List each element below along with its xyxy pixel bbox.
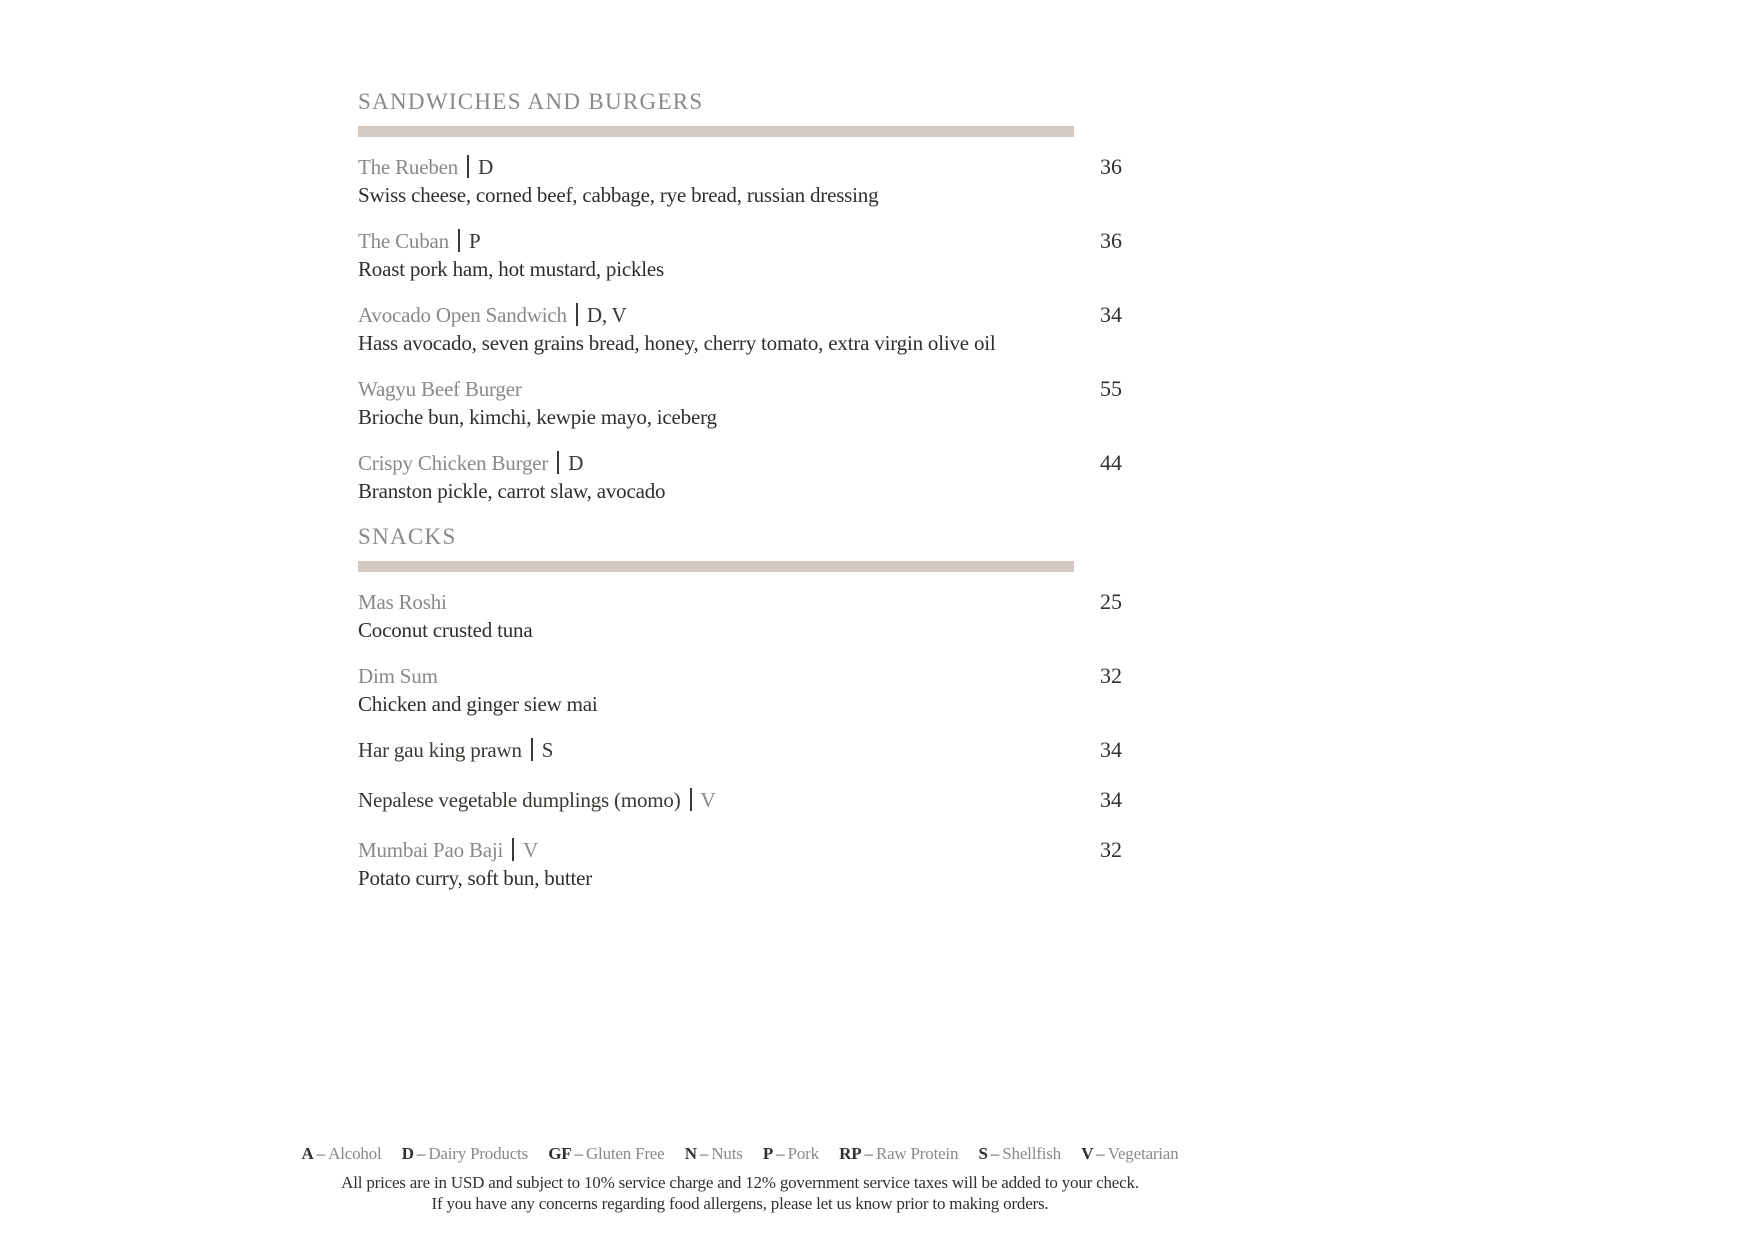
allergen-legend [158, 1143, 1322, 1165]
separator-bar [467, 155, 469, 178]
item-price: 25 [1100, 589, 1122, 614]
legend-label: Shellfish [1002, 1144, 1061, 1163]
item-allergen-codes: P [468, 229, 481, 253]
legend-dash: – [1096, 1144, 1105, 1163]
legend-label: Nuts [711, 1144, 743, 1163]
item-description: Swiss cheese, corned beef, cabbage, rye bread, russian dressing [358, 183, 879, 207]
item-name: Avocado Open Sandwich [358, 303, 567, 327]
item-main [358, 227, 1078, 283]
item-description: Potato curry, soft bun, butter [358, 866, 593, 890]
item-name: Wagyu Beef Burger [358, 377, 522, 401]
legend-code: V [1081, 1144, 1094, 1163]
section-title: SANDWICHES AND BURGERS [358, 89, 704, 114]
menu-item [358, 588, 1122, 644]
legend-entry [402, 1144, 528, 1163]
legend-code: N [684, 1144, 697, 1163]
item-name-line [358, 153, 1078, 181]
legend-dash: – [574, 1144, 583, 1163]
menu-item [358, 375, 1122, 431]
menu-item [358, 301, 1122, 357]
legend-code: RP [839, 1144, 862, 1163]
legend-entry [1081, 1144, 1178, 1163]
item-description: Chicken and ginger siew mai [358, 692, 598, 716]
item-allergen-codes: V [523, 838, 539, 862]
item-price: 34 [1100, 787, 1122, 812]
item-main [358, 375, 1078, 431]
item-price: 36 [1100, 154, 1122, 179]
item-main [358, 786, 1078, 814]
item-main [358, 736, 1078, 764]
menu-item [358, 836, 1122, 892]
item-price: 34 [1100, 737, 1122, 762]
item-name-line [358, 227, 1078, 255]
legend-dash: – [316, 1144, 326, 1163]
legend-dash: – [776, 1144, 785, 1163]
item-name-line [358, 449, 1078, 477]
legend-label: Pork [787, 1144, 819, 1163]
item-main [358, 449, 1078, 505]
separator-bar [576, 303, 578, 326]
legend-code: S [978, 1144, 988, 1163]
item-name: Dim Sum [358, 664, 438, 688]
item-name-line [358, 301, 1078, 329]
item-description: Coconut crusted tuna [358, 618, 533, 642]
item-main [358, 588, 1078, 644]
menu-item [358, 736, 1122, 764]
legend-dash: – [864, 1144, 873, 1163]
legend-dash: – [699, 1144, 709, 1163]
legend-label: Alcohol [328, 1144, 382, 1163]
item-allergen-codes: D, V [586, 303, 627, 327]
item-name: The Cuban [358, 229, 449, 253]
legend-label: Vegetarian [1107, 1144, 1179, 1163]
separator-bar [690, 788, 692, 811]
item-price: 44 [1100, 450, 1122, 475]
item-name: Mas Roshi [358, 590, 447, 614]
legend-entry [548, 1144, 664, 1163]
item-name: The Rueben [358, 155, 459, 179]
legend-dash: – [990, 1144, 1000, 1163]
item-description: Branston pickle, carrot slaw, avocado [358, 479, 666, 503]
separator-bar [512, 838, 514, 861]
section-title: SNACKS [358, 524, 457, 549]
item-price: 32 [1100, 837, 1122, 862]
item-main [358, 836, 1078, 892]
legend-code: D [401, 1144, 414, 1163]
legend-code: GF [548, 1144, 572, 1163]
legend-label: Raw Protein [875, 1144, 959, 1163]
item-price: 34 [1100, 302, 1122, 327]
item-name-line [358, 736, 1078, 764]
legend-label: Dairy Products [428, 1144, 528, 1163]
item-price: 36 [1100, 228, 1122, 253]
menu-item [358, 153, 1122, 209]
item-main [358, 153, 1078, 209]
item-name-line [358, 375, 1078, 403]
item-main [358, 301, 1078, 357]
menu-item [358, 662, 1122, 718]
item-name: Crispy Chicken Burger [358, 451, 549, 475]
legend-entry [763, 1144, 819, 1163]
item-name: Nepalese vegetable dumplings (momo) [358, 788, 681, 812]
item-name-line [358, 662, 1078, 690]
separator-bar [458, 229, 460, 252]
menu-item [358, 786, 1122, 814]
legend-entry [979, 1144, 1061, 1163]
menu-content [358, 88, 1122, 910]
item-description: Brioche bun, kimchi, kewpie mayo, iceberg [358, 405, 717, 429]
item-description: Hass avocado, seven grains bread, honey, cherry tomato, extra virgin olive oil [358, 331, 996, 355]
separator-bar [531, 738, 533, 761]
item-allergen-codes: D [568, 451, 584, 475]
menu-item [358, 449, 1122, 505]
legend-entry [839, 1144, 958, 1163]
item-name-line [358, 836, 1078, 864]
item-description: Roast pork ham, hot mustard, pickles [358, 257, 665, 281]
section-divider-bar [358, 126, 1074, 137]
item-name: Mumbai Pao Baji [358, 838, 504, 862]
menu-footer [158, 1143, 1322, 1214]
legend-entry [685, 1144, 743, 1163]
item-name-line [358, 786, 1078, 814]
section-snacks [358, 523, 1122, 892]
section-sandwiches-and-burgers [358, 88, 1122, 505]
item-price: 55 [1100, 376, 1122, 401]
item-allergen-codes: S [541, 738, 554, 762]
item-main [358, 662, 1078, 718]
item-name: Har gau king prawn [358, 738, 522, 762]
legend-label: Gluten Free [585, 1144, 665, 1163]
pricing-note: All prices are in USD and subject to 10% service charge and 12% government service taxes will be added to your check. [341, 1173, 1139, 1192]
separator-bar [557, 451, 559, 474]
legend-dash: – [416, 1144, 426, 1163]
legend-code: A [301, 1144, 314, 1163]
legend-entry [302, 1144, 382, 1163]
item-price: 32 [1100, 663, 1122, 688]
menu-item [358, 227, 1122, 283]
allergen-note: If you have any concerns regarding food allergens, please let us know prior to making orders. [431, 1194, 1049, 1213]
item-allergen-codes: V [700, 788, 716, 812]
legend-code: P [762, 1144, 774, 1163]
item-name-line [358, 588, 1078, 616]
item-allergen-codes: D [478, 155, 494, 179]
section-divider-bar [358, 561, 1074, 572]
